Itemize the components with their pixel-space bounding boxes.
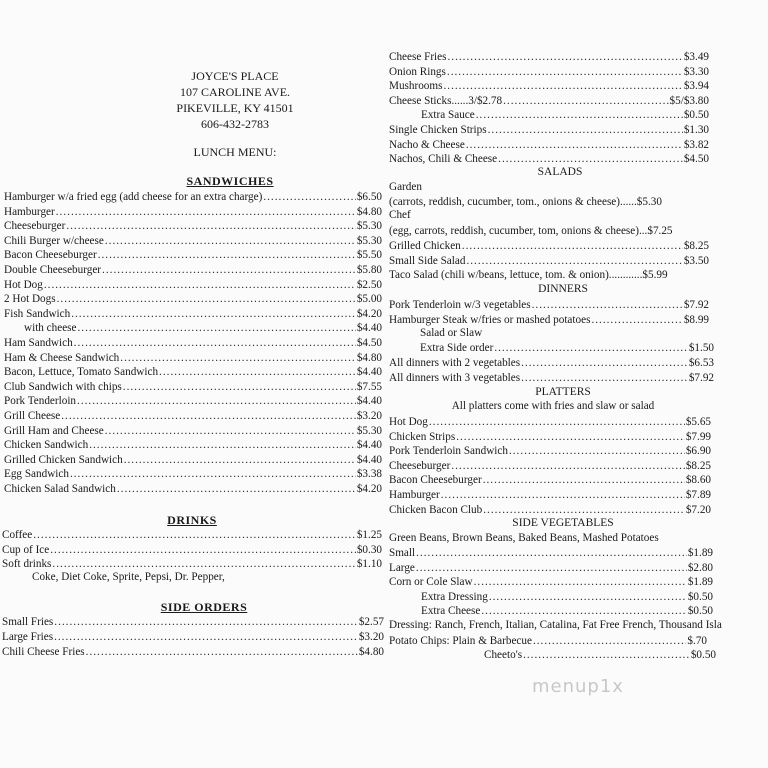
menu-item	[389, 561, 713, 575]
menu-item-name: Hamburger	[389, 489, 440, 501]
side-orders-heading: SIDE ORDERS	[160, 600, 248, 614]
menu-item-name: Club Sandwich with chips	[4, 380, 122, 393]
menu-item-price: $3.94	[683, 80, 709, 93]
menu-item-name: Hot Dog	[4, 278, 43, 291]
menu-item-name: Large Fries	[2, 630, 54, 643]
potato-chips	[389, 634, 707, 648]
menu-item-name: Large	[389, 561, 415, 574]
menu-item-price: $0.50	[687, 590, 713, 603]
menu-item-name: Soft drinks	[2, 558, 52, 570]
menu-item	[389, 94, 709, 108]
menu-item	[389, 356, 714, 370]
menu-item	[4, 263, 382, 277]
menu-item-name: Chicken Strips	[389, 430, 456, 443]
restaurant-phone: 606-432-2783	[201, 117, 269, 131]
menu-item-name: Bacon, Lettuce, Tomato Sandwich	[4, 366, 159, 379]
restaurant-street: 107 CAROLINE AVE.	[179, 85, 291, 99]
cheetos	[484, 648, 716, 662]
menu-item-price: $5.65	[685, 416, 711, 428]
menu-item-name: with cheese	[24, 322, 77, 335]
menu-item	[4, 394, 382, 408]
menu-item-price: $2.80	[687, 561, 713, 574]
menu-item-name: Cheeto's	[484, 649, 523, 661]
menu-item	[389, 430, 711, 444]
menu-item	[2, 528, 382, 542]
menu-item	[389, 138, 709, 152]
menu-item	[389, 254, 709, 268]
menu-item	[421, 604, 713, 618]
menu-item-price: $6.53	[688, 357, 714, 369]
menu-item-name: Hamburger w/a fried egg (add cheese for an extra charge)	[4, 191, 263, 203]
menu-item	[389, 123, 709, 137]
menu-item	[2, 645, 384, 659]
salad-garden-desc	[389, 195, 709, 209]
menu-item	[4, 482, 382, 496]
menu-item-name: Pork Tenderloin	[4, 395, 77, 408]
menu-item-name: Fish Sandwich	[4, 307, 71, 320]
menu-item-price: $4.20	[356, 307, 382, 320]
menu-item-name: Cheese Sticks......3/$2.78	[389, 94, 503, 107]
menu-item-name: Grill Cheese	[4, 410, 61, 422]
menu-item-name: Extra Sauce	[421, 109, 475, 122]
menu-item-price: $7.99	[685, 430, 711, 443]
platters-note: All platters come with fries and slaw or salad	[451, 400, 655, 412]
menu-item	[2, 615, 384, 629]
menu-item-name: 2 Hot Dogs	[4, 293, 56, 306]
menu-item-price: $3.82	[683, 138, 709, 151]
menu-item	[4, 365, 382, 379]
menu-item-price: $5.99	[642, 269, 668, 281]
menu-item-name: Cup of Ice	[2, 543, 50, 556]
menu-item-price: $.70	[687, 635, 707, 647]
menu-item-name: Bacon Cheeseburger	[389, 474, 482, 487]
menu-item	[24, 321, 382, 335]
menu-item-price: $1.89	[687, 576, 713, 589]
menu-item	[4, 380, 382, 394]
menu-item	[389, 298, 709, 312]
menu-item-name: Chili Cheese Fries	[2, 645, 85, 658]
menu-item-name: (egg, carrots, reddish, cucumber, tom, onions & cheese)...	[389, 225, 648, 237]
menu-item-price: $3.20	[358, 630, 384, 643]
menu-item-price: $3.20	[356, 410, 382, 422]
menu-title: LUNCH MENU:	[193, 145, 277, 159]
menu-item	[389, 239, 709, 253]
menu-item-price: $7.89	[685, 489, 711, 501]
menu-item-name: Grilled Chicken Sandwich	[4, 453, 123, 466]
menu-item	[4, 205, 382, 219]
salad-chef-desc	[389, 224, 711, 238]
menu-item	[389, 50, 709, 64]
menu-item-name: (carrots, reddish, cucumber, tom., onions & cheese)......	[389, 196, 637, 208]
menu-item-name: Extra Cheese	[421, 605, 481, 618]
salad-or-slaw: Salad or Slaw	[420, 327, 483, 339]
menu-item-name: Ham & Cheese Sandwich	[4, 351, 120, 364]
menu-item	[389, 444, 711, 458]
menu-item-price: $3.30	[683, 65, 709, 78]
menu-item	[4, 307, 382, 321]
menu-item-price: $1.50	[688, 342, 714, 354]
sandwiches-heading: SANDWICHES	[186, 174, 274, 188]
menu-item-price: $8.25	[685, 459, 711, 472]
menu-item	[389, 503, 711, 517]
menu-item-name: Grilled Chicken	[389, 240, 461, 252]
drinks-heading: DRINKS	[167, 513, 217, 527]
menu-item-name: Cheese Fries	[389, 51, 447, 63]
menu-item-price: $7.92	[683, 299, 709, 311]
menu-item-price: $7.25	[647, 225, 673, 237]
menu-item-price: $3.50	[683, 254, 709, 267]
menu-item-price: $0.30	[356, 543, 382, 556]
salad-garden: Garden	[389, 181, 422, 193]
platters-heading: PLATTERS	[535, 386, 591, 398]
menu-item	[4, 248, 382, 262]
menu-item-name: All dinners with 2 vegetables	[389, 357, 521, 369]
menu-item	[4, 292, 382, 306]
menu-item-name: Nacho & Cheese	[389, 138, 465, 151]
menu-item	[4, 409, 382, 423]
menu-item	[389, 488, 711, 502]
menu-item-price: $5/$3.80	[669, 94, 709, 107]
menu-item-name: Small	[389, 547, 416, 559]
menu-item-name: Chili Burger w/cheese	[4, 234, 104, 247]
menu-item	[389, 79, 709, 93]
menu-item-price: $5.30	[356, 220, 382, 233]
restaurant-city: PIKEVILLE, KY 41501	[176, 101, 294, 115]
menu-item-price: $4.40	[356, 395, 382, 408]
menu-item-price: $4.20	[356, 483, 382, 495]
menu-item-price: $7.92	[688, 371, 714, 384]
extra-side-order	[420, 341, 714, 355]
menu-item-name: Chicken Bacon Club	[389, 503, 483, 516]
menu-item-name: Hamburger Steak w/fries or mashed potatoes	[389, 313, 591, 326]
menu-item-price: $5.80	[356, 264, 382, 276]
menu-item	[389, 575, 713, 589]
menu-item-price: $4.40	[356, 322, 382, 335]
menu-item-name: Hot Dog	[389, 416, 428, 428]
menu-item	[2, 543, 382, 557]
dinners-heading: DINNERS	[538, 283, 588, 295]
menu-item	[4, 438, 382, 452]
menu-item	[4, 336, 382, 350]
menu-item	[389, 546, 713, 560]
menu-item-price: $4.80	[358, 645, 384, 658]
menu-item-price: $8.99	[683, 313, 709, 326]
menu-item-name: Pork Tenderloin Sandwich	[389, 445, 508, 458]
menu-item-name: Coffee	[2, 529, 33, 541]
menu-item-price: $0.50	[690, 649, 716, 661]
menu-item-name: All dinners with 3 vegetables	[389, 371, 521, 384]
menu-item	[389, 415, 711, 429]
menu-item	[389, 313, 709, 327]
menu-item-name: Hamburger	[4, 205, 55, 218]
menu-item	[4, 453, 382, 467]
menu-item	[4, 467, 382, 481]
watermark: menup1x	[532, 676, 624, 697]
menu-item	[2, 557, 382, 571]
menu-item-price: $2.50	[356, 278, 382, 291]
menu-item-price: $2.57	[358, 616, 384, 628]
menu-item-price: $0.50	[687, 605, 713, 618]
menu-item-name: Mushrooms	[389, 80, 443, 93]
menu-item-price: $4.80	[356, 351, 382, 364]
menu-item-price: $4.50	[356, 337, 382, 349]
menu-item-price: $1.25	[356, 529, 382, 541]
menu-item	[389, 371, 714, 385]
menu-item-price: $4.40	[356, 453, 382, 466]
menu-item-name: Small Fries	[2, 616, 54, 628]
restaurant-header	[160, 68, 310, 132]
menu-item-price: $8.60	[685, 474, 711, 487]
restaurant-name: JOYCE'S PLACE	[191, 69, 279, 83]
menu-item-name: Taco Salad (chili w/beans, lettuce, tom. & onion)............	[389, 269, 643, 281]
menu-item-price: $5.00	[356, 293, 382, 306]
menu-item-name: Cheeseburger	[389, 459, 451, 472]
menu-item-name: Grill Ham and Cheese	[4, 424, 104, 437]
salad-chef: Chef	[389, 209, 411, 221]
menu-item	[4, 190, 382, 204]
vegetables-list: Green Beans, Brown Beans, Baked Beans, Mashed Potatoes	[389, 532, 659, 544]
menu-item-price: $0.50	[683, 109, 709, 122]
menu-item-price: $4.40	[356, 366, 382, 379]
menu-item	[4, 351, 382, 365]
menu-item-price: $6.90	[685, 445, 711, 458]
menu-item-price: $4.80	[356, 205, 382, 218]
menu-item-price: $4.50	[683, 153, 709, 166]
menu-item-name: Extra Dressing	[421, 590, 488, 603]
menu-item-price: $1.30	[683, 124, 709, 136]
menu-item-name: Pork Tenderloin w/3 vegetables	[389, 299, 531, 311]
menu-item-name: Double Cheeseburger	[4, 264, 102, 276]
menu-item	[421, 590, 713, 604]
menu-item-price: $1.10	[356, 558, 382, 570]
menu-item-name: Small Side Salad	[389, 254, 466, 267]
menu-item-name: Egg Sandwich	[4, 468, 69, 481]
menu-item	[389, 459, 711, 473]
menu-item-price: $3.49	[683, 51, 709, 63]
menu-item-price: $5.30	[356, 234, 382, 247]
menu-item-price: $4.40	[356, 439, 382, 452]
menu-item-name: Potato Chips: Plain & Barbecue	[389, 635, 532, 647]
menu-item-price: $5.50	[356, 249, 382, 262]
menu-item-price: $5.30	[356, 424, 382, 437]
menu-item-name: Nachos, Chili & Cheese	[389, 153, 498, 166]
menu-item-name: Corn or Cole Slaw	[389, 576, 473, 589]
menu-item	[4, 219, 382, 233]
menu-item-price: $6.50	[356, 191, 382, 203]
menu-item-name: Chicken Salad Sandwich	[4, 483, 116, 495]
menu-item-name: Ham Sandwich	[4, 337, 73, 349]
menu-item-price: $3.38	[356, 468, 382, 481]
menu-item	[2, 630, 384, 644]
menu-item	[389, 152, 709, 166]
soft-drink-note: Coke, Diet Coke, Sprite, Pepsi, Dr. Pepper,	[32, 571, 225, 583]
menu-item-name: Extra Side order	[420, 342, 494, 354]
menu-item	[4, 278, 382, 292]
menu-item-price: $7.20	[685, 503, 711, 516]
menu-item	[421, 108, 709, 122]
menu-item	[389, 473, 711, 487]
menu-item-name: Bacon Cheeseburger	[4, 249, 97, 262]
menu-item-name: Chicken Sandwich	[4, 439, 89, 452]
menu-item-price: $7.55	[356, 380, 382, 393]
menu-item	[4, 234, 382, 248]
menu-item	[4, 424, 382, 438]
dressing-list: Dressing: Ranch, French, Italian, Catalina, Fat Free French, Thousand Isla	[389, 619, 722, 631]
salads-heading: SALADS	[537, 166, 583, 178]
menu-item-name: Onion Rings	[389, 65, 446, 78]
menu-item	[389, 65, 709, 79]
menu-item-price: $5.30	[636, 196, 662, 208]
menu-item-price: $8.25	[683, 240, 709, 252]
menu-item-name: Cheeseburger	[4, 220, 66, 233]
menu-item-price: $1.89	[687, 547, 713, 559]
salad-taco	[389, 268, 711, 282]
menu-item-name: Single Chicken Strips	[389, 124, 487, 136]
side-vegetables-heading: SIDE VEGETABLES	[512, 517, 614, 529]
